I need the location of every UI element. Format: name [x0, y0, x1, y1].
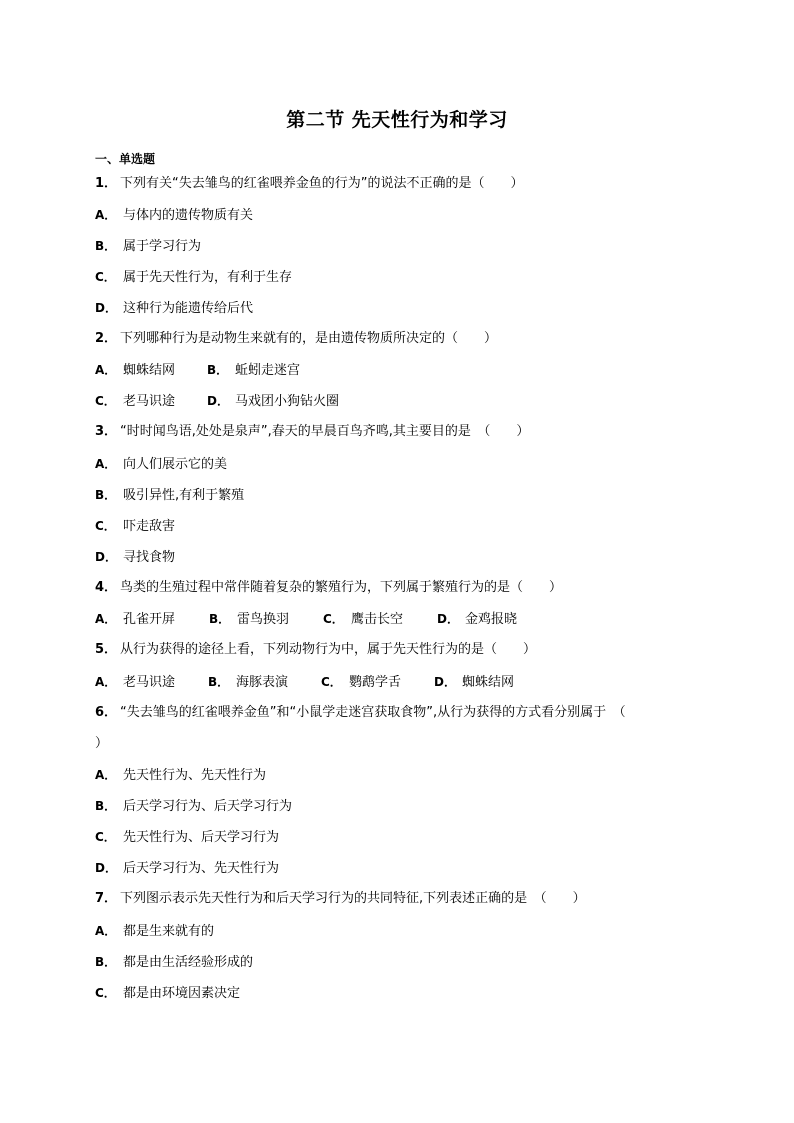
option-letter: A．	[95, 924, 117, 938]
question-number: 2．	[95, 331, 118, 346]
option-text: 都是由环境因素决定	[123, 986, 241, 1001]
option-text: 与体内的遗传物质有关	[123, 208, 254, 223]
option-text: 先天性行为、先天性行为	[123, 768, 267, 783]
question-text: 鸟类的生殖过程中常伴随着复杂的繁殖行为，下列属于繁殖行为的是（ ）	[120, 580, 563, 595]
option-6d	[95, 860, 279, 877]
option-3d	[95, 549, 175, 566]
option-letter: D．	[95, 550, 117, 564]
option-letter: A．	[95, 675, 117, 689]
option-letter: C．	[95, 270, 116, 284]
option-letter: C．	[95, 394, 116, 408]
option-letter: D．	[437, 612, 459, 626]
option-text: 蜘蛛结网	[462, 675, 515, 690]
option-letter: A．	[95, 363, 117, 377]
option-letter: D．	[95, 301, 117, 315]
option-text: 向人们展示它的美	[123, 457, 228, 472]
option-letter: D．	[207, 394, 229, 408]
option-letter: B．	[95, 239, 117, 253]
option-7c	[95, 985, 240, 1002]
option-letter: D．	[95, 861, 117, 875]
option-letter: A．	[95, 768, 117, 782]
option-letter: C．	[323, 612, 344, 626]
question-7	[95, 891, 586, 907]
options-2ab	[95, 362, 300, 379]
option-text: 鹦鹉学舌	[349, 675, 402, 690]
option-letter: B．	[95, 799, 117, 813]
option-1d	[95, 300, 253, 317]
question-number: 6．	[95, 705, 118, 720]
option-text: 寻找食物	[123, 550, 176, 565]
option-text: 金鸡报晓	[465, 612, 518, 627]
section-heading: 一、单选题	[95, 152, 156, 166]
option-letter: B．	[207, 363, 229, 377]
option-6a	[95, 767, 266, 784]
option-text: 海豚表演	[236, 675, 289, 690]
option-text: 老马识途	[123, 675, 176, 690]
question-text: “失去雏鸟的红雀喂养金鱼”和“小鼠学走迷宫获取食物”,从行为获得的方式看分别属于 （	[120, 705, 626, 720]
question-3	[95, 424, 529, 440]
question-2	[95, 331, 497, 347]
option-letter: C．	[95, 986, 116, 1000]
option-text: 这种行为能遗传给后代	[123, 301, 254, 316]
question-5	[95, 642, 536, 658]
question-text: “时时闻鸟语,处处是泉声”,春天的早晨百鸟齐鸣,其主要目的是 （ ）	[120, 424, 530, 439]
question-number: 1．	[95, 176, 118, 191]
question-4	[95, 580, 562, 596]
question-6-continuation	[95, 736, 108, 752]
question-text-continuation: ）	[95, 736, 109, 751]
option-letter: B．	[208, 675, 230, 689]
option-7b	[95, 954, 253, 971]
option-text: 都是生来就有的	[123, 924, 215, 939]
options-5	[95, 674, 514, 691]
question-text: 从行为获得的途径上看，下列动物行为中，属于先天性行为的是（ ）	[120, 642, 537, 657]
question-number: 4．	[95, 580, 118, 595]
option-3a	[95, 456, 227, 473]
question-number: 7．	[95, 891, 118, 906]
option-text: 吸引异性,有利于繁殖	[123, 488, 245, 503]
option-text: 蜘蛛结网	[123, 363, 176, 378]
option-letter: C．	[95, 830, 116, 844]
option-text: 后天学习行为、先天性行为	[123, 861, 280, 876]
option-text: 吓走敌害	[123, 519, 176, 534]
option-1c	[95, 269, 292, 286]
option-letter: B．	[95, 488, 117, 502]
option-letter: C．	[95, 519, 116, 533]
question-text: 下列图示表示先天性行为和后天学习行为的共同特征,下列表述正确的是 （ ）	[120, 891, 586, 906]
option-text: 老马识途	[123, 394, 176, 409]
options-4	[95, 611, 517, 628]
option-text: 属于先天性行为，有利于生存	[123, 270, 293, 285]
option-letter: D．	[434, 675, 456, 689]
option-text: 雷鸟换羽	[237, 612, 290, 627]
option-text: 鹰击长空	[351, 612, 404, 627]
option-letter: A．	[95, 612, 117, 626]
question-1	[95, 176, 524, 192]
options-2cd	[95, 393, 339, 410]
option-text: 孔雀开屏	[123, 612, 176, 627]
option-text: 都是由生活经验形成的	[123, 955, 254, 970]
option-1a	[95, 207, 253, 224]
question-number: 5．	[95, 642, 118, 657]
option-6b	[95, 798, 292, 815]
option-text: 马戏团小狗钻火圈	[235, 394, 340, 409]
option-letter: A．	[95, 457, 117, 471]
option-letter: B．	[209, 612, 231, 626]
option-text: 蚯蚓走迷宫	[235, 363, 301, 378]
option-letter: A．	[95, 208, 117, 222]
option-letter: B．	[95, 955, 117, 969]
option-text: 后天学习行为、后天学习行为	[123, 799, 293, 814]
option-7a	[95, 923, 214, 940]
page-title: 第二节 先天性行为和学习	[286, 109, 508, 131]
option-text: 属于学习行为	[123, 239, 202, 254]
question-6	[95, 705, 626, 721]
question-text: 下列有关“失去雏鸟的红雀喂养金鱼的行为”的说法不正确的是（ ）	[120, 176, 524, 191]
option-letter: C．	[321, 675, 342, 689]
question-number: 3．	[95, 424, 118, 439]
option-3c	[95, 518, 175, 535]
question-text: 下列哪种行为是动物生来就有的，是由遗传物质所决定的（ ）	[120, 331, 498, 346]
option-6c	[95, 829, 279, 846]
option-1b	[95, 238, 201, 255]
option-3b	[95, 487, 244, 504]
option-text: 先天性行为、后天学习行为	[123, 830, 280, 845]
